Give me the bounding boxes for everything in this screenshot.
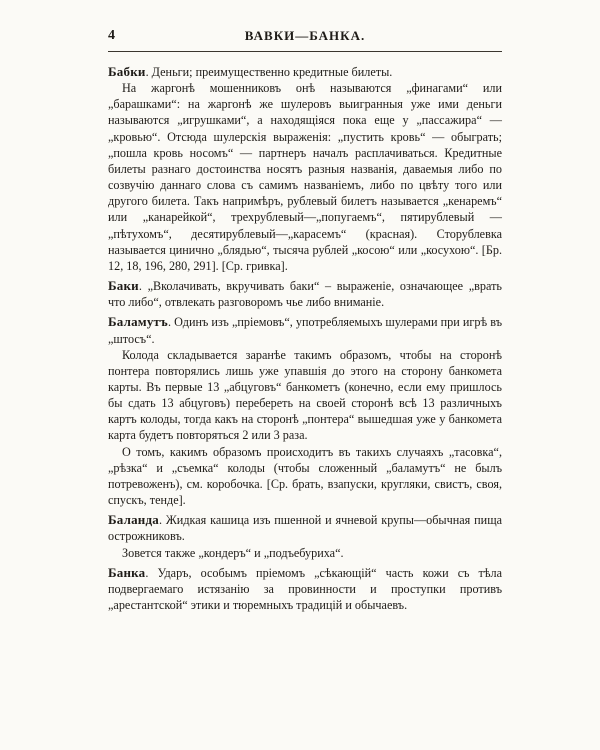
header-rule: [108, 51, 502, 52]
entry-balanda: [108, 512, 502, 560]
entry-text: . Одинъ изъ „пріемовъ“, употребляемыхъ шулерами при игрѣ въ „штосъ“.: [108, 315, 502, 346]
entry-headword: Баланда: [108, 512, 159, 528]
entry-text: . Деньги; преимущественно кредитные билеты.: [145, 65, 393, 79]
entry-headword: Банка: [108, 564, 146, 580]
entry-paragraph: [108, 512, 502, 544]
entry-balamut: [108, 314, 502, 508]
entry-text: . Жидкая кашица изъ пшенной и ячневой крупы—обычная пища острожниковъ.: [108, 513, 502, 544]
entry-headword: Бабки: [108, 64, 146, 79]
entry-headword: Баки: [108, 278, 139, 294]
entry-text: . Ударъ, особымъ пріемомъ „сѣкающій“ часть кожи съ тѣла подвергаемаго истязанію за провинности и проступки противъ „арестантской“ этики и тюремныхъ традицій и обычаевъ.: [108, 565, 502, 612]
entry-paragraph: О томъ, какимъ образомъ происходитъ въ такихъ случаяхъ „тасовка“, „рѣзка“ и „съемка“ колоды (чтобы сложенный „баламутъ“ не былъ потревоженъ), см. коробочка. [Ср. брать, взапуски, кругляки, свистъ, своя, спускъ, тенде].: [108, 444, 502, 508]
entry-paragraph: На жаргонѣ мошенниковъ онѣ называются „финагами“ или „барашками“: на жаргонѣ же шулеровъ выигранныя уже ими деньги называются „игрушками“, а находящіяся пока еще у „пассажира“ — „кровью“. Отсюда шулерскія выраженія: „пустить кровь“ — обыграть; „пошла кровь носомъ“ — партнеръ началъ расплачиваться. Кредитные билеты разнаго достоинства носятъ разныя названія, даваемыя либо по созвучію даннаго слова съ самимъ названіемъ, либо по цвѣту того или другого билета. Такъ напримѣръ, рублевый билетъ называется „кенаремъ“ или „канарейкой“, трехрублевый—„попугаемъ“, пятирублевый — „пѣтухомъ“, десятирублевый—„карасемъ“ (красная). Сторублевка называется цинично „блядью“, тысяча рублей „косою“ или „косухою“. [Бр. 12, 18, 196, 280, 291]. [Ср. гривка].: [108, 81, 502, 273]
entry-paragraph: Зовется также „кондеръ“ и „подъебуриха“.: [122, 545, 344, 560]
page-body: [108, 64, 502, 617]
page-number: 4: [108, 28, 115, 43]
entry-headword: Баламутъ: [108, 314, 168, 330]
entry-babki: [108, 64, 502, 274]
entry-baki: [108, 278, 502, 310]
entry-paragraph: Колода складывается заранѣе такимъ образомъ, чтобы на сторонѣ понтера повторялись лишь уже упавшія до этого на сторону банкомета карты. Въ первые 13 „абцуговъ“ банкометъ (конечно, если ему пришлось бы сдать 13 абцуговъ) перебереть на своей сторонѣ всѣ 13 различныхъ картъ колоды, тогда какъ на сторонѣ „понтера“ вышедшая уже у банкомета карта будетъ повторяться 2 или 3 раза.: [108, 347, 502, 443]
entry-text: . „Вколачивать, вкручивать баки“ – выраженіе, означающее „врать что либо“, отвлекать разговоромъ чье либо вниманіе.: [108, 279, 502, 310]
entry-paragraph: [108, 64, 502, 80]
entry-banka: [108, 565, 502, 613]
entry-paragraph: [108, 314, 502, 346]
running-head: ВАВКИ—БАНКА.: [244, 28, 366, 43]
entry-paragraph: [108, 278, 502, 310]
page-header: [108, 28, 502, 50]
entry-paragraph: [108, 565, 502, 613]
